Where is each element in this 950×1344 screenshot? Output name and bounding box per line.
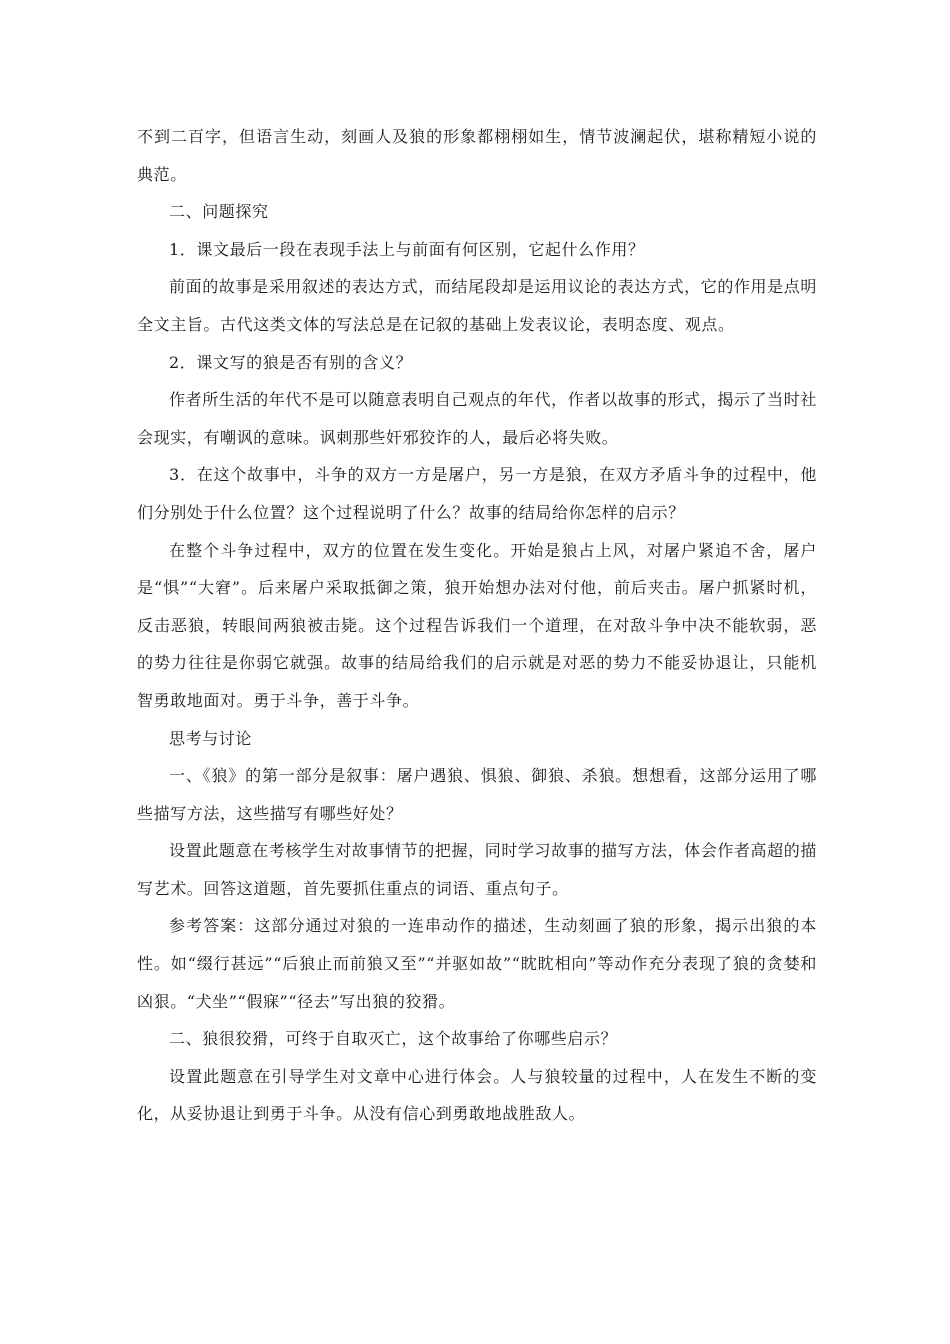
answer-3: 在整个斗争过程中，双方的位置在发生变化。开始是狼占上风，对屠户紧追不舍，屠户是“惧”“大窘”。后来屠户采取抵御之策，狼开始想办法对付他，前后夹击。屠户抓紧时机，反击恶狼，转眼间两狼被击毙。这个过程告诉我们一个道理，在对敌斗争中决不能软弱，恶的势力往往是你弱它就强。故事的结局给我们的启示就是对恶的势力不能妥协退让，只能机智勇敢地面对。勇于斗争，善于斗争。	[137, 540, 817, 710]
answer-1: 前面的故事是采用叙述的表达方式，而结尾段却是运用议论的表达方式，它的作用是点明全文主旨。古代这类文体的写法总是在记叙的基础上发表议论，表明态度、观点。	[137, 277, 817, 334]
question-3: 3．在这个故事中，斗争的双方一方是屠户，另一方是狼，在双方矛盾斗争的过程中，他们分别处于什么位置？这个过程说明了什么？故事的结局给你怎样的启示？	[137, 465, 817, 522]
discussion-intent-2: 设置此题意在引导学生对文章中心进行体会。人与狼较量的过程中，人在发生不断的变化，从妥协退让到勇于斗争。从没有信心到勇敢地战胜敌人。	[137, 1066, 817, 1124]
discussion-intent-1: 设置此题意在考核学生对故事情节的把握，同时学习故事的描写方法，体会作者高超的描写艺术。回答这道题，首先要抓住重点的词语、重点句子。	[137, 841, 817, 898]
paragraph-intro-continuation: 不到二百字，但语言生动，刻画人及狼的形象都栩栩如生，情节波澜起伏，堪称精短小说的典范。	[137, 127, 817, 184]
discussion-question-1: 一、《狼》的第一部分是叙事：屠户遇狼、惧狼、御狼、杀狼。想想看，这部分运用了哪些描写方法，这些描写有哪些好处？	[137, 766, 817, 823]
answer-2: 作者所生活的年代不是可以随意表明自己观点的年代，作者以故事的形式，揭示了当时社会现实，有嘲讽的意味。讽刺那些奸邪狡诈的人，最后必将失败。	[137, 390, 817, 447]
discussion-question-2: 二、狼很狡猾，可终于自取灭亡，这个故事给了你哪些启示？	[169, 1029, 618, 1049]
document-body	[137, 118, 817, 1133]
question-2: 2．课文写的狼是否有别的含义？	[169, 352, 413, 372]
reference-answer-1: 参考答案：这部分通过对狼的一连串动作的描述，生动刻画了狼的形象，揭示出狼的本性。如“缀行甚远”“后狼止而前狼又至”“并驱如故”“眈眈相向”等动作充分表现了狼的贪婪和凶狠。“犬坐”“假寐”“径去”写出狼的狡猾。	[137, 916, 817, 1011]
question-1: 1．课文最后一段在表现手法上与前面有何区别，它起什么作用？	[169, 239, 645, 259]
section-heading-think-discuss: 思考与讨论	[169, 728, 253, 748]
section-heading-problem-exploration: 二、问题探究	[169, 202, 269, 222]
